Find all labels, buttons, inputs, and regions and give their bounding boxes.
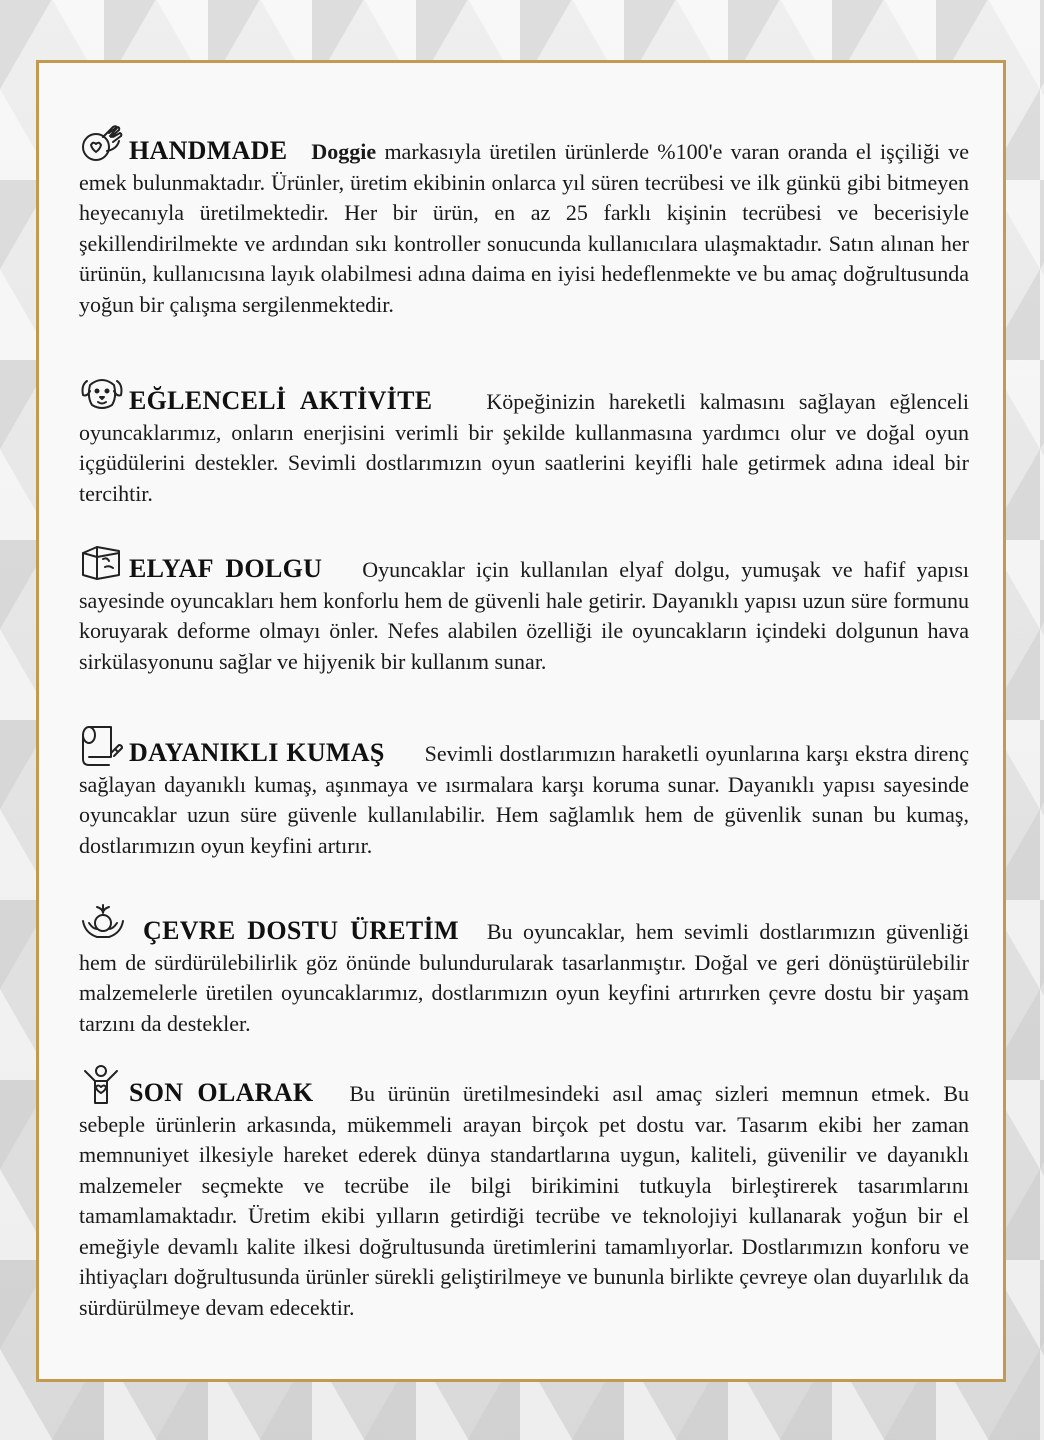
section-elyaf-dolgu [79,539,969,677]
section-handmade [79,121,969,320]
section-text: markasıyla üretilen ürünlerde %100'e varan oranda el işçiliği ve emek bulunmaktadır. Ürünler, üretim ekibinin onlarca yıl süren tecrübesi ve ilk günkü gibi bitmeyen heyecanıyla üretilmektedir. Her bir ürün, en az 25 farklı kişinin tecrübesi ve becerisiyle şekillendirilmekte ve ardından sıkı kontroller sonucunda kullanıcılara ulaşmaktadır. Satın alınan her ürünün, kullanıcısına layık olabilmesi adına daima en iyisi hedeflenmekte ve bu amaç doğrultusunda yoğun bir çalışma sergilenmektedir. [79,139,969,317]
section-heading: DAYANIKLI KUMAŞ [129,738,385,767]
section-text: Köpeğinizin hareketli kalmasını sağlayan eğlenceli oyuncaklarımız, onların enerjisini verimli bir şekilde kullanmasına yardımcı olur ve doğal oyun içgüdülerini destekler. Sevimli dostlarımızın oyun saatlerini keyifli hale getirmek adına ideal bir tercihtir. [79,389,970,506]
content-panel [36,60,1006,1382]
fiber-fill-icon [79,539,127,583]
section-text: Bu oyuncaklar, hem sevimli dostlarımızın güvenliği hem de sürdürülebilirlik göz önünde bulundurularak tasarlanmıştır. Doğal ve geri dönüştürülebilir malzemelerle üretilen oyuncaklarımız, dostlarımızın oyun keyfini artırırken çevre dostu bir yaşam tarzını da destekler. [79,919,969,1036]
section-text: Sevimli dostlarımızın haraketli oyunlarına karşı ekstra direnç sağlayan dayanıklı kumaş, aşınmaya ve ısırmalara karşı koruma sunar. Dayanıklı yapısı sayesinde oyuncaklar uzun süre güvenle kullanılabilir. Hem sağlamlık hem de güvenlik sunan bu kumaş, dostlarımızın oyun keyfini artırır. [79,741,970,858]
section-text: Oyuncaklar için kullanılan elyaf dolgu, yumuşak ve hafif yapısı sayesinde oyuncakları hem konforlu hem de güvenli hale getirir. Dayanıklı yapısı uzun süre formunu koruyarak deforme olmayı önler. Nefes alabilen özelliği ile oyuncakların içindeki dolgunun hava sirkülasyonunu sağlar ve hijyenik bir kullanım sunar. [79,557,970,674]
fabric-roll-icon [79,723,127,767]
eco-hands-icon [79,901,127,945]
section-heading: ELYAF DOLGU [129,554,323,583]
section-heading: ÇEVRE DOSTU ÜRETİM [143,916,459,945]
section-heading: HANDMADE [129,136,288,165]
handmade-icon [79,121,127,165]
section-heading: SON OLARAK [129,1078,314,1107]
brand-name: Doggie [311,139,377,164]
section-cevre-dostu-uretim [79,901,969,1039]
section-heading: EĞLENCELİ AKTİVİTE [129,386,433,415]
section-dayanikli-kumas [79,723,969,861]
section-son-olarak [79,1063,969,1323]
dog-face-icon [79,371,127,415]
section-text: Bu ürünün üretilmesindeki asıl amaç sizleri memnun etmek. Bu sebeple ürünlerin arkasında, mükemmeli arayan birçok pet dostu var. Tasarım ekibi her zaman memnuniyet ilkesiyle hareket ederek dünya standartlarına uygun, kaliteli, güvenilir ve dayanıklı malzemeler seçmekte ve tecrübe ile bilgi birikimini tutkuyla birleştirerek tasarımlarını tamamlamaktadır. Üretim ekibi yılların getirdiği tecrübe ve teknolojiyi kullanarak yoğun bir el emeğiyle devamlı kalite ilkesi doğrultusunda üretimlerini tamamlıyorlar. Dostlarımızın konforu ve ihtiyaçları doğrultusunda ürünler sürekli geliştirilmeye ve bununla birlikte çevreye olan duyarlılık da sürdürülmeye devam edecektir. [79,1081,970,1320]
happy-person-icon [79,1063,127,1107]
section-eglenceli-aktivite [79,371,969,509]
